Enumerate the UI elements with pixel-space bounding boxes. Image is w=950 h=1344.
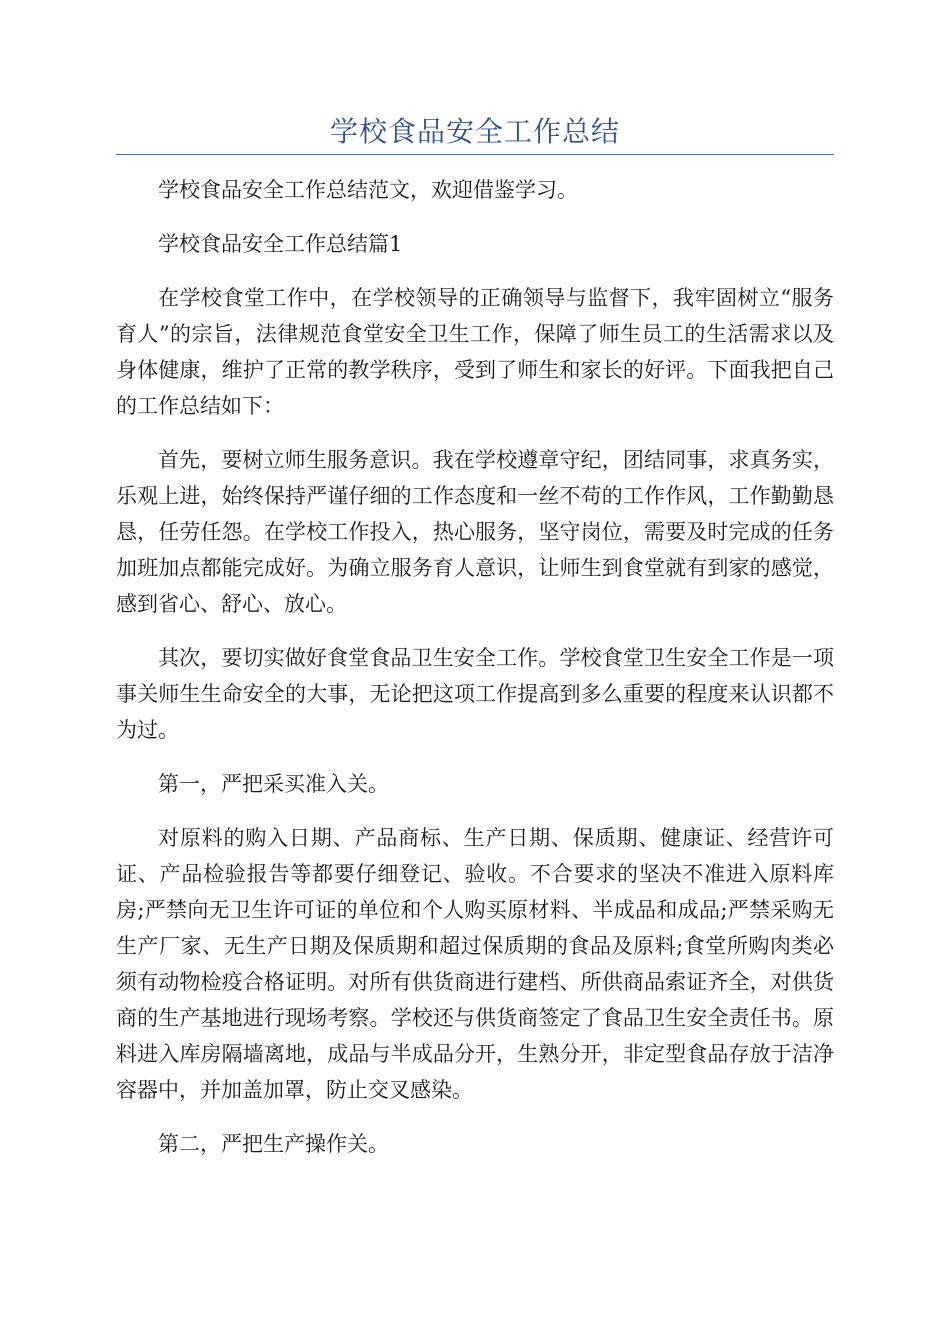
body-paragraph: 对原料的购入日期、产品商标、生产日期、保质期、健康证、经营许可证、产品检验报告等都要仔细登记、验收。不合要求的坚决不准进入原料库房;严禁向无卫生许可证的单位和个人购买原材料、半成品和成品;严禁采购无生产厂家、无生产日期及保质期和超过保质期的食品及原料;食堂所购肉类必须有动物检疫合格证明。对所有供货商进行建档、所供商品索证齐全，对供货商的生产基地进行现场考察。学校还与供货商签定了食品卫生安全责任书。原料进入库房隔墙离地，成品与半成品分开，生熟分开，非定型食品存放于洁净容器中，并加盖加罩，防止交叉感染。 — [116, 826, 834, 1102]
subheading-paragraph: 第二，严把生产操作关。 — [158, 1132, 389, 1156]
subheading-paragraph: 第一，严把采买准入关。 — [158, 772, 389, 796]
body-paragraph: 首先，要树立师生服务意识。我在学校遵章守纪，团结同事，求真务实，乐观上进，始终保持严谨仔细的工作态度和一丝不苟的工作作风，工作勤勤恳恳，任劳任怨。在学校工作投入，热心服务，坚守岗位，需要及时完成的任务加班加点都能完成好。为确立服务育人意识，让师生到食堂就有到家的感觉，感到省心、舒心、放心。 — [116, 448, 834, 616]
document-body — [116, 172, 834, 1180]
intro-paragraph: 学校食品安全工作总结范文，欢迎借鉴学习。 — [158, 178, 578, 202]
body-paragraph: 其次，要切实做好食堂食品卫生安全工作。学校食堂卫生安全工作是一项事关师生生命安全的大事，无论把这项工作提高到多么重要的程度来认识都不为过。 — [116, 646, 834, 742]
title-underline — [116, 154, 834, 155]
section-heading: 学校食品安全工作总结篇1 — [158, 232, 403, 256]
document-title: 学校食品安全工作总结 — [329, 115, 620, 148]
body-paragraph: 在学校食堂工作中，在学校领导的正确领导与监督下，我牢固树立“服务育人”的宗旨，法律规范食堂安全卫生工作，保障了师生员工的生活需求以及身体健康，维护了正常的教学秩序，受到了师生和家长的好评。下面我把自己的工作总结如下： — [116, 286, 834, 418]
